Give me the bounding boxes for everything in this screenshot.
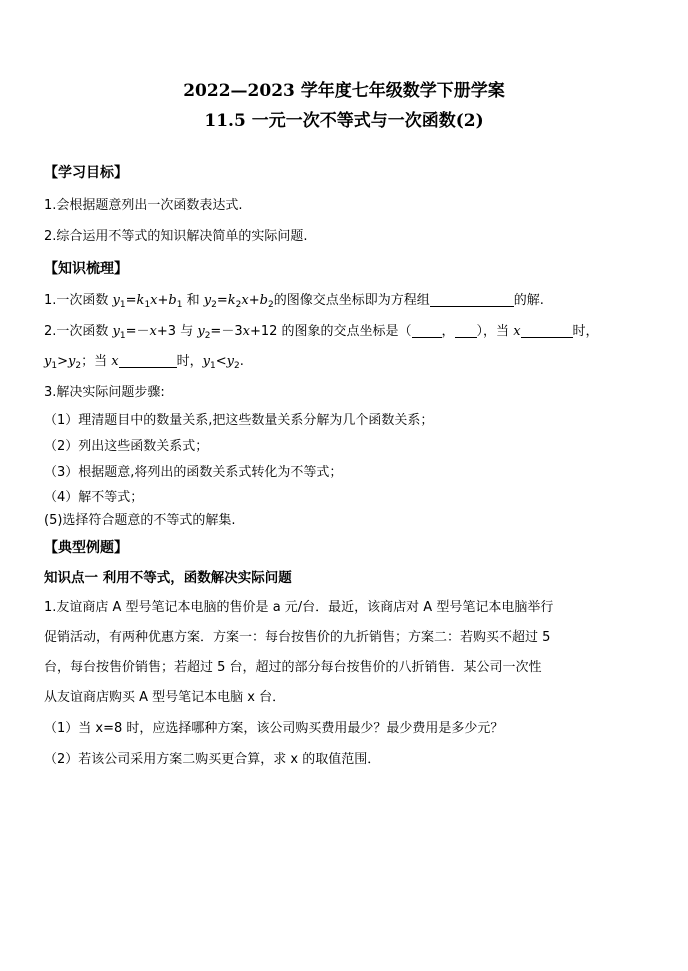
answer-blank[interactable] (119, 353, 177, 368)
answer-blank[interactable] (412, 323, 442, 338)
problem-1-line-2: 促销活动，有两种优惠方案．方案一：每台按售价的九折销售；方案二：若购买不超过 5 (44, 630, 551, 645)
goal-item-2: 2.综合运用不等式的知识解决简单的实际问题. (44, 229, 308, 244)
step-5: (5)选择符合题意的不等式的解集. (44, 513, 236, 528)
knowledge-item-2-cont: $y_1>y_2$；当 x 时，$y_1<y_2$. (44, 354, 244, 371)
answer-blank[interactable] (521, 323, 573, 338)
page-title: 2022—2023 学年度七年级数学下册学案 (183, 81, 505, 101)
knowledge-point-1: 知识点一 利用不等式，函数解决实际问题 (44, 570, 292, 586)
knowledge-item-2: 2.一次函数 $y_1=-x+3$ 与 $y_2=-3x+12$ 的图象的交点坐标是（ ， ），当 x 时， (44, 324, 599, 341)
step-3: （3）根据题意,将列出的函数关系式转化为不等式； (44, 465, 343, 480)
step-1: （1）理清题目中的数量关系,把这些数量关系分解为几个函数关系； (44, 413, 434, 428)
page-subtitle: 11.5 一元一次不等式与一次函数(2) (204, 111, 484, 131)
problem-1-line-3: 台，每台按售价销售；若超过 5 台，超过的部分每台按售价的八折销售．某公司一次性 (44, 660, 542, 675)
section-examples: 【典型例题】 (44, 540, 128, 556)
question-1: （1）当 x=8 时，应选择哪种方案，该公司购买费用最少？最少费用是多少元？ (44, 721, 504, 736)
goal-item-1: 1.会根据题意列出一次函数表达式. (44, 198, 243, 213)
knowledge-item-1: 1.一次函数 $y_1=k_1x+b_1$ 和 $y_2=k_2x+b_2$的图像交点坐标即为方程组 的解. (44, 293, 544, 310)
knowledge-item-3: 3.解决实际问题步骤: (44, 385, 165, 400)
problem-1-line-4: 从友谊商店购买 A 型号笔记本电脑 x 台． (44, 690, 286, 705)
step-2: （2）列出这些函数关系式； (44, 439, 209, 454)
answer-blank[interactable] (430, 292, 514, 307)
section-learning-goals: 【学习目标】 (44, 165, 128, 181)
problem-1-line-1: 1.友谊商店 A 型号笔记本电脑的售价是 a 元/台．最近，该商店对 A 型号笔记本电脑举行 (44, 600, 554, 615)
question-2: （2）若该公司采用方案二购买更合算，求 x 的取值范围． (44, 752, 381, 767)
step-4: （4）解不等式； (44, 490, 144, 505)
answer-blank[interactable] (455, 323, 477, 338)
section-knowledge-review: 【知识梳理】 (44, 261, 128, 277)
